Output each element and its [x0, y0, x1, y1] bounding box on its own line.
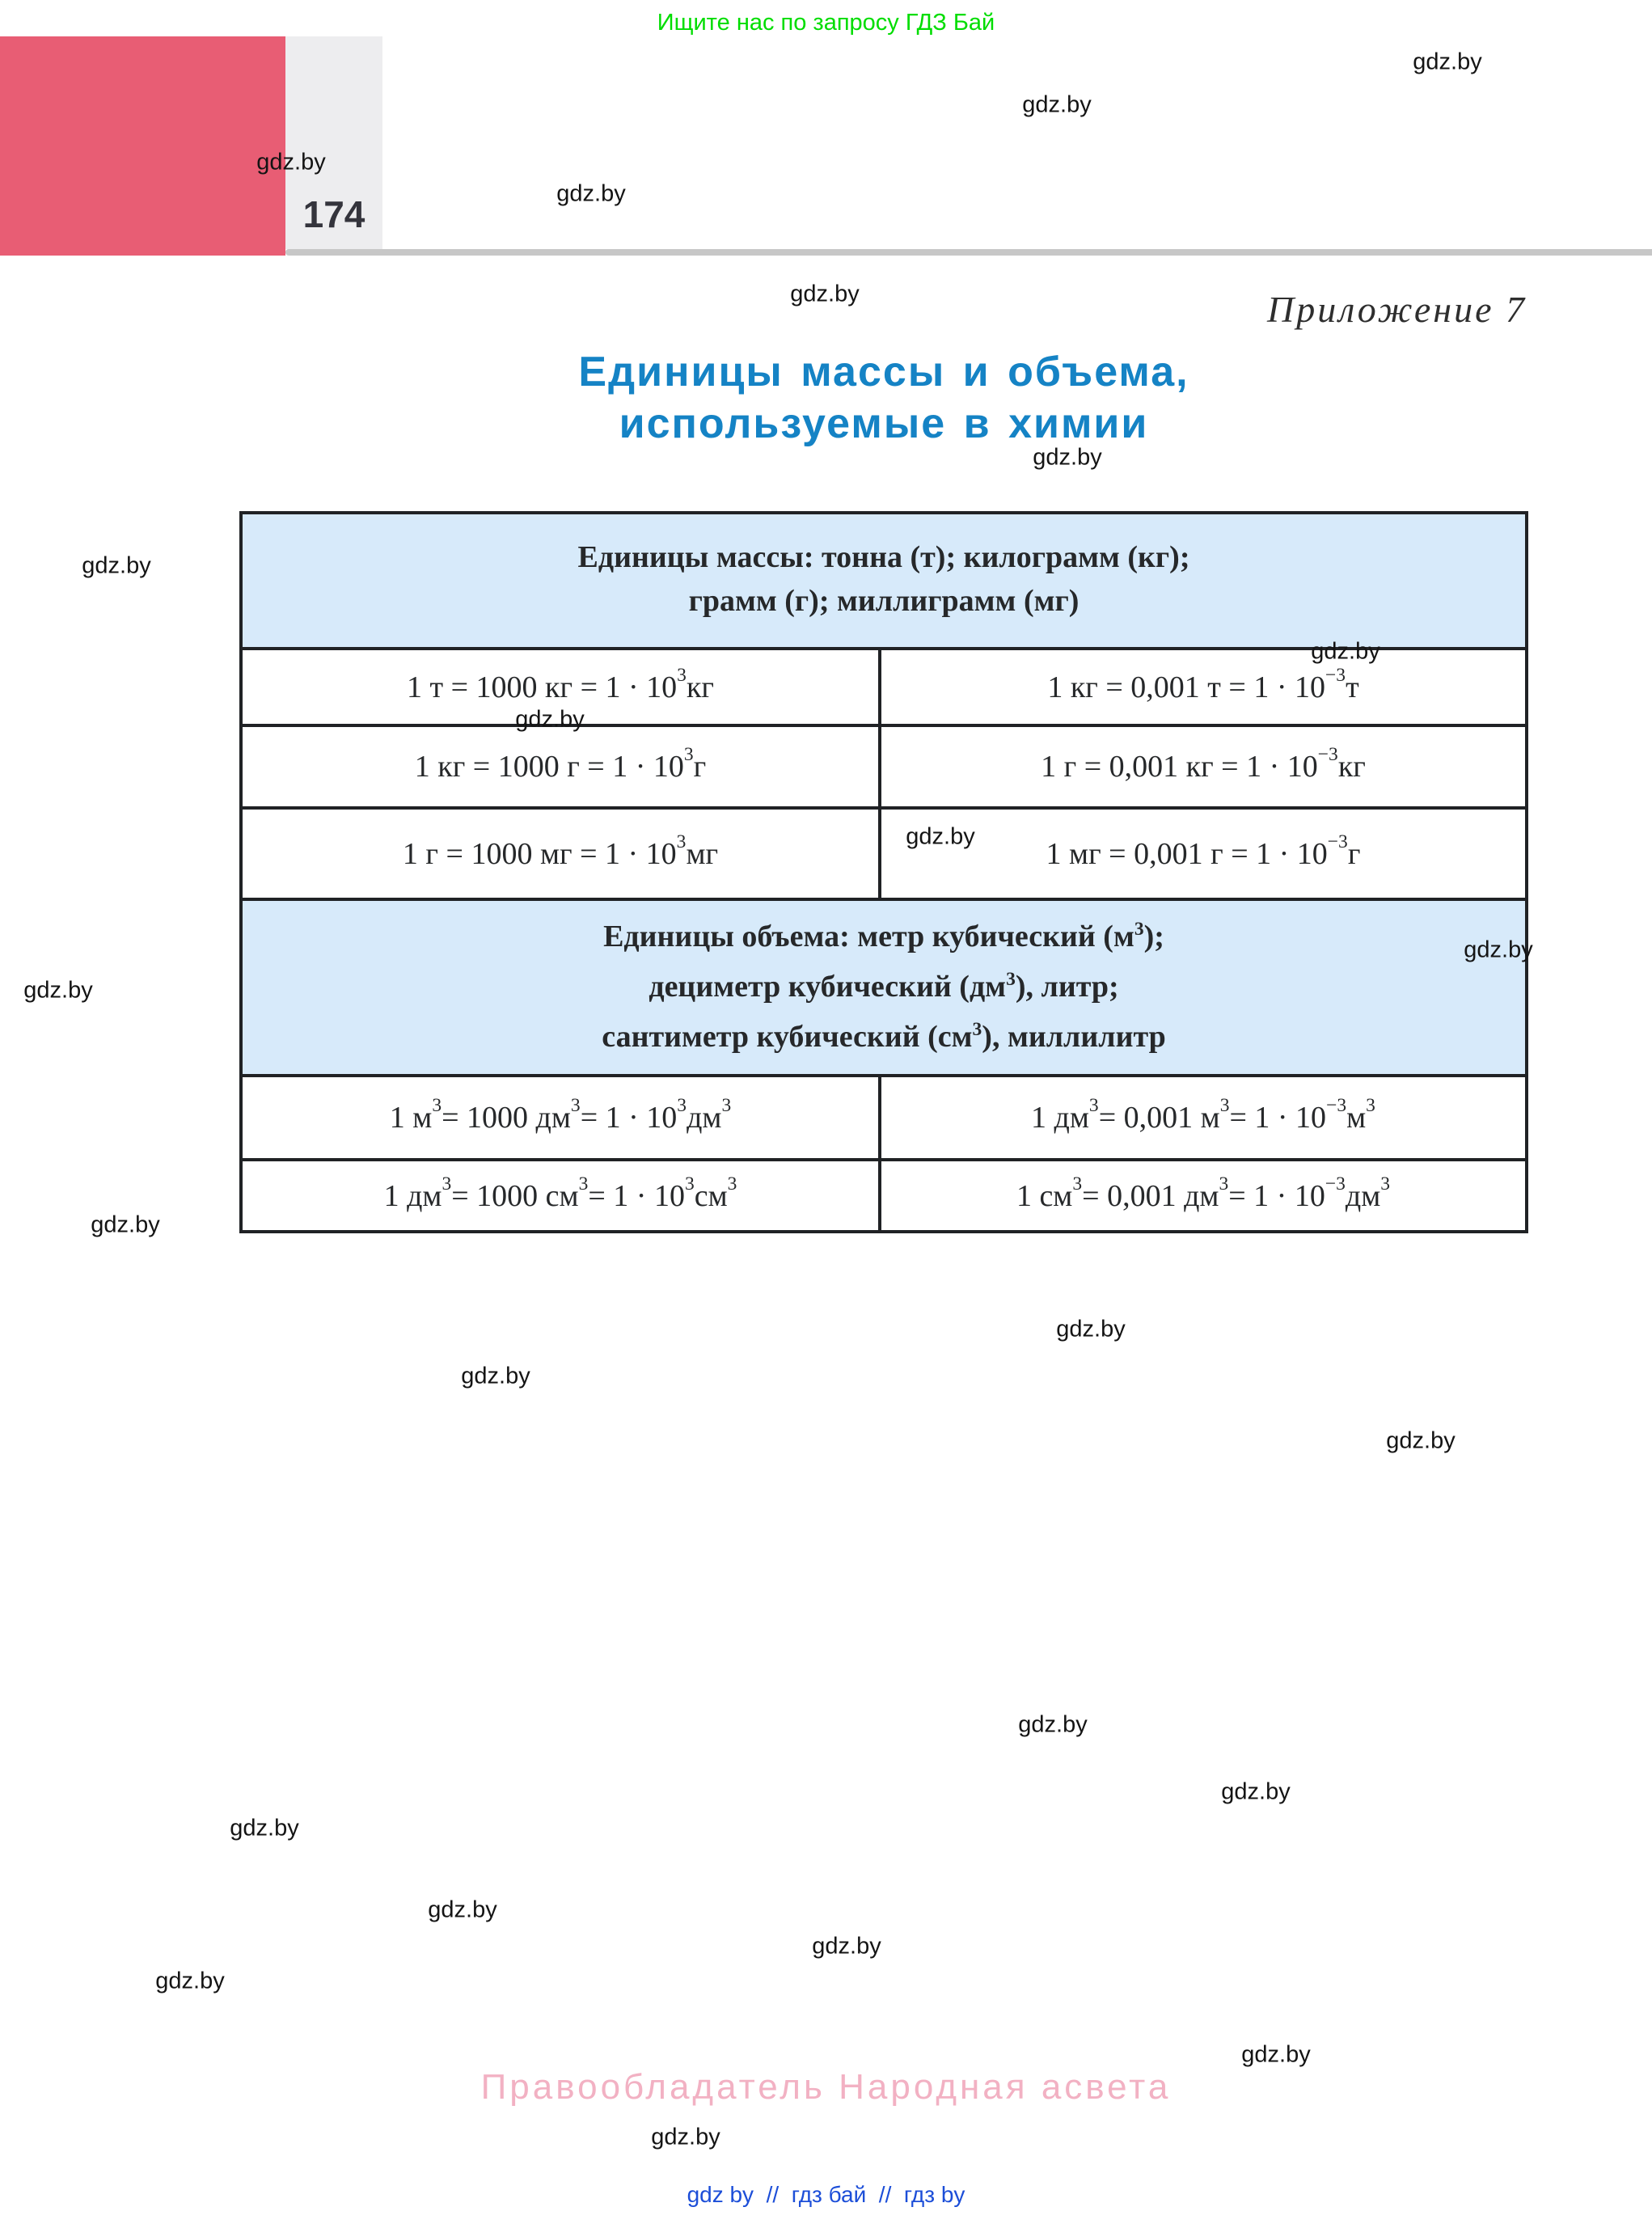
page-corner-pink-block [0, 36, 285, 256]
gdz-watermark: gdz.by [428, 1896, 497, 1923]
table-cell: 1 дм $^3$ = 0,001 м $^3$ = 1 · 10 $^{-3}$ м $^3$ [1031, 1095, 1375, 1135]
table-cell: 1 мг = 0,001 г = 1 · 10 $^{-3}$ г [1046, 831, 1361, 871]
gdz-watermark: gdz.by [1464, 937, 1533, 963]
page-title [239, 346, 1528, 450]
header-divider-line [285, 249, 1652, 256]
table-cell: 1 кг = 1000 г = 1 · 10 $^3$ г [243, 727, 881, 806]
gdz-watermark: gdz.by [91, 1211, 160, 1238]
gdz-watermark: gdz.by [1413, 49, 1482, 75]
table-row [243, 1074, 1525, 1158]
gdz-watermark: gdz.by [812, 1933, 881, 1960]
gdz-watermark: gdz.by [230, 1815, 299, 1841]
volume-units-header-line3: сантиметр кубический $(см^3)$, миллилитр [602, 1018, 1166, 1054]
gdz-watermark: gdz.by [906, 823, 975, 850]
table-cell: 1 дм $^3$ = 1000 см $^3$ = 1 · 10 $^3$ см $^3$ [243, 1161, 881, 1230]
page-number: 174 [302, 193, 365, 235]
units-table [239, 511, 1528, 1233]
site-promo-banner: Ищите нас по запросу ГДЗ Бай [657, 10, 995, 36]
table-cell: 1 кг = 0,001 т = 1 · 10 $^{-3}$ т [1047, 664, 1359, 704]
volume-units-header-line2: дециметр кубический $(дм^3)$, литр; [649, 968, 1119, 1004]
table-cell: 1 г = 0,001 кг = 1 · 10 $^{-3}$ кг [1041, 744, 1366, 784]
gdz-watermark: gdz.by [1018, 1711, 1088, 1738]
mass-units-header [243, 514, 1525, 647]
gdz-watermark: gdz.by [651, 2124, 720, 2150]
gdz-watermark: gdz.by [461, 1363, 530, 1389]
table-cell: 1 м $^3$ = 1000 дм $^3$ = 1 · 10 $^3$ дм $^3$ [243, 1077, 881, 1158]
table-cell: 1 т = 1000 кг = 1 · 10 $^3$ кг [243, 650, 881, 724]
volume-units-header-line1: Единицы объема: метр кубический $(м^3)$; [603, 918, 1164, 953]
gdz-watermark: gdz.by [790, 281, 860, 307]
copyright-notice: Правообладатель Народная асвета [480, 2067, 1172, 2107]
table-row [243, 724, 1525, 806]
volume-units-header [243, 898, 1525, 1074]
gdz-watermark: gdz.by [515, 706, 585, 733]
table-row [243, 806, 1525, 898]
gdz-watermark: gdz.by [1241, 2041, 1311, 2068]
table-cell: 1 см $^3$ = 0,001 дм $^3$ = 1 · 10 $^{-3}$ дм $^3$ [1016, 1173, 1391, 1213]
gdz-watermark: gdz.by [1221, 1778, 1291, 1805]
gdz-watermark: gdz.by [23, 977, 93, 1004]
gdz-watermark: gdz.by [82, 552, 151, 579]
page-title-line2: используемые в химии [619, 400, 1149, 447]
gdz-watermark: gdz.by [1033, 444, 1102, 471]
gdz-watermark: gdz.by [1022, 91, 1092, 118]
page-title-line1: Единицы массы и объема, [578, 349, 1189, 395]
appendix-label: Приложение 7 [1266, 289, 1527, 330]
mass-units-header-line1: Единицы массы: тонна (т); килограмм (кг); [577, 540, 1190, 574]
table-row [243, 1158, 1525, 1230]
mass-units-header-line2: грамм (г); миллиграмм (мг) [688, 584, 1080, 618]
gdz-watermark: gdz.by [155, 1968, 225, 1994]
gdz-watermark: gdz.by [1311, 638, 1380, 665]
gdz-watermark: gdz.by [556, 180, 626, 207]
footer-links[interactable]: gdz by // гдз бай // гдз by [687, 2182, 965, 2207]
gdz-watermark: gdz.by [1386, 1427, 1456, 1454]
gdz-watermark: gdz.by [256, 149, 326, 175]
gdz-watermark: gdz.by [1056, 1316, 1126, 1342]
table-cell: 1 г = 1000 мг = 1 · 10 $^3$ мг [243, 810, 881, 898]
